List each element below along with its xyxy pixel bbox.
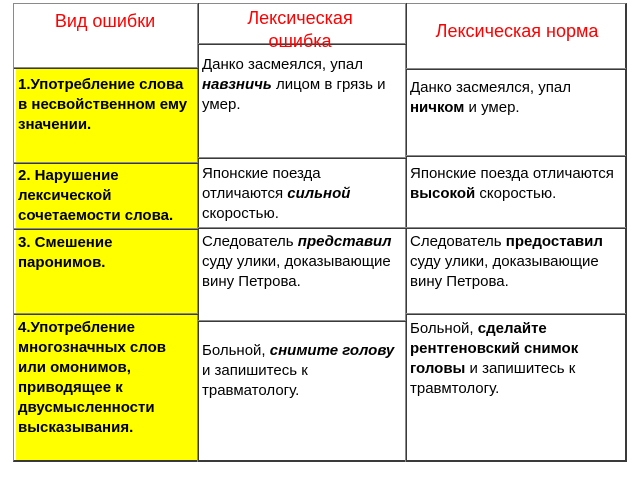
column-divider-2 — [405, 3, 407, 462]
error-example-4 — [202, 341, 402, 401]
norm-example-2-post: скоростью. — [475, 185, 557, 202]
norm-example-3-mark: предоставил — [505, 233, 603, 250]
error-example-2 — [202, 164, 402, 224]
error-example-1-post: лицом в грязь и умер. — [202, 76, 386, 113]
norm-example-3-post: суду улики, доказывающие вину Петрова. — [410, 253, 599, 290]
header-lexical-error: Лексическая ошибка — [247, 8, 353, 51]
row-divider-c3-1 — [406, 155, 626, 157]
norm-example-1-mark: ничком — [410, 99, 465, 116]
row-divider-c3-2 — [406, 227, 626, 229]
error-example-1-mark: навзничь — [202, 76, 272, 93]
error-example-3-post: суду улики, доказывающие вину Петрова. — [202, 253, 391, 290]
error-example-2-mark: сильной — [287, 185, 351, 202]
error-type-3: 3. Смешение паронимов. — [18, 234, 113, 271]
error-example-1 — [202, 55, 402, 115]
row-divider-c3-header — [406, 68, 626, 70]
row-divider-c2-3 — [198, 320, 406, 322]
row-divider-c1-2 — [14, 228, 198, 230]
header-error-type: Вид ошибки — [54, 11, 156, 31]
norm-example-4-pre: Больной, — [410, 320, 478, 337]
row-divider-c2-1 — [198, 157, 406, 159]
norm-example-1-post: и умер. — [464, 99, 520, 116]
norm-example-2-mark: высокой — [410, 185, 476, 202]
error-example-3 — [202, 232, 402, 292]
error-example-3-mark: представил — [297, 233, 392, 250]
error-type-4: 4.Употребление многозначных слов или омонимов, приводящее к двусмысленности высказывания. — [18, 319, 166, 436]
row-divider-c1-3 — [14, 313, 198, 315]
error-type-2: 2. Нарушение лексической сочетаемости слова. — [18, 167, 174, 224]
error-example-4-pre: Больной, — [202, 342, 270, 359]
row-divider-c1-1 — [14, 162, 198, 164]
error-example-4-post: и запишитесь к травматологу. — [202, 362, 308, 399]
row-divider-c2-2 — [198, 227, 406, 229]
norm-example-4-post: и запишитесь к травмтологу. — [410, 360, 576, 397]
row-divider-c1-header — [14, 67, 198, 69]
norm-example-3 — [410, 232, 624, 292]
error-example-2-pre: Японские поезда отличаются — [202, 165, 321, 202]
norm-example-4 — [410, 319, 624, 399]
norm-example-1-pre: Данко засмеялся, упал — [410, 79, 571, 96]
error-example-3-pre: Следователь — [202, 233, 298, 250]
error-example-2-post: скоростью. — [202, 205, 279, 222]
norm-example-1 — [410, 78, 624, 118]
norm-example-2-pre: Японские поезда отличаются — [410, 165, 614, 182]
row-divider-c3-3 — [406, 313, 626, 315]
norm-example-2 — [410, 164, 624, 204]
error-example-1-pre: Данко засмеялся, упал — [202, 56, 363, 73]
header-lexical-norm: Лексическая норма — [435, 21, 599, 41]
norm-example-3-pre: Следователь — [410, 233, 506, 250]
column-divider-1 — [197, 3, 199, 462]
error-example-4-mark: снимите голову — [269, 342, 395, 359]
error-type-1: 1.Употребление слова в несвойственном ему значении. — [18, 76, 188, 133]
norm-example-4-mark: сделайте рентгеновский снимок головы — [410, 320, 579, 377]
